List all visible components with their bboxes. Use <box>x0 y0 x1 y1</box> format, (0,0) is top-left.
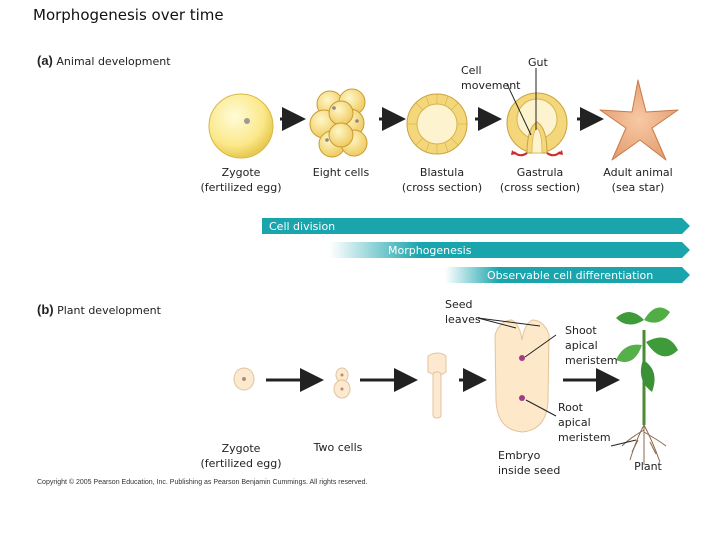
morphogenesis-label: Morphogenesis <box>388 244 472 257</box>
stage-caption-gastrula: Gastrula (cross section) <box>499 166 581 194</box>
plant-caption-plant: Plant <box>634 460 662 473</box>
panel-b-letter: (b) <box>37 302 54 317</box>
panel-a-letter: (a) <box>37 53 53 68</box>
plant-caption-two-cells: Two cells <box>313 441 363 454</box>
cell-movement-callout: Cell movement <box>461 64 521 92</box>
stage-caption-adult-animal: Adult animal (sea star) <box>603 166 673 194</box>
root-meristem-label: Root apical meristem <box>558 401 611 444</box>
page-title: Morphogenesis over time <box>33 6 224 24</box>
eight-cells-illustration <box>310 89 367 157</box>
blastula-illustration <box>407 94 467 154</box>
cell-division-label: Cell division <box>269 220 336 233</box>
copyright-notice: Copyright © 2005 Pearson Education, Inc. Publishing as Pearson Benjamin Cummings. All rights reserved. <box>37 479 368 486</box>
plant-zygote-illustration <box>234 368 254 390</box>
stage-caption-blastula: Blastula (cross section) <box>401 166 483 194</box>
two-cells-illustration <box>334 368 350 398</box>
morphogenesis-bar <box>330 242 690 258</box>
embryo-in-seed-illustration <box>495 320 549 432</box>
young-embryo-illustration <box>428 353 446 418</box>
plant-caption-zygote: Zygote (fertilized egg) <box>200 442 282 470</box>
seed-leaves-label: Seed leaves <box>445 298 481 326</box>
differentiation-label: Observable cell differentiation <box>487 269 654 282</box>
adult-plant-illustration <box>616 308 678 466</box>
shoot-meristem-label: Shoot apical meristem <box>565 324 618 367</box>
panel-b-title: Plant development <box>57 304 161 317</box>
stage-caption-eight-cells: Eight cells <box>312 166 370 179</box>
panel-a-title: Animal development <box>56 55 171 68</box>
panel-b-label <box>37 302 161 317</box>
plant-caption-embryo: Embryo inside seed <box>498 449 561 477</box>
sea-star-illustration <box>600 80 678 160</box>
zygote-illustration <box>209 94 273 158</box>
gut-callout: Gut <box>528 56 548 69</box>
stage-caption-zygote: Zygote (fertilized egg) <box>200 166 282 194</box>
